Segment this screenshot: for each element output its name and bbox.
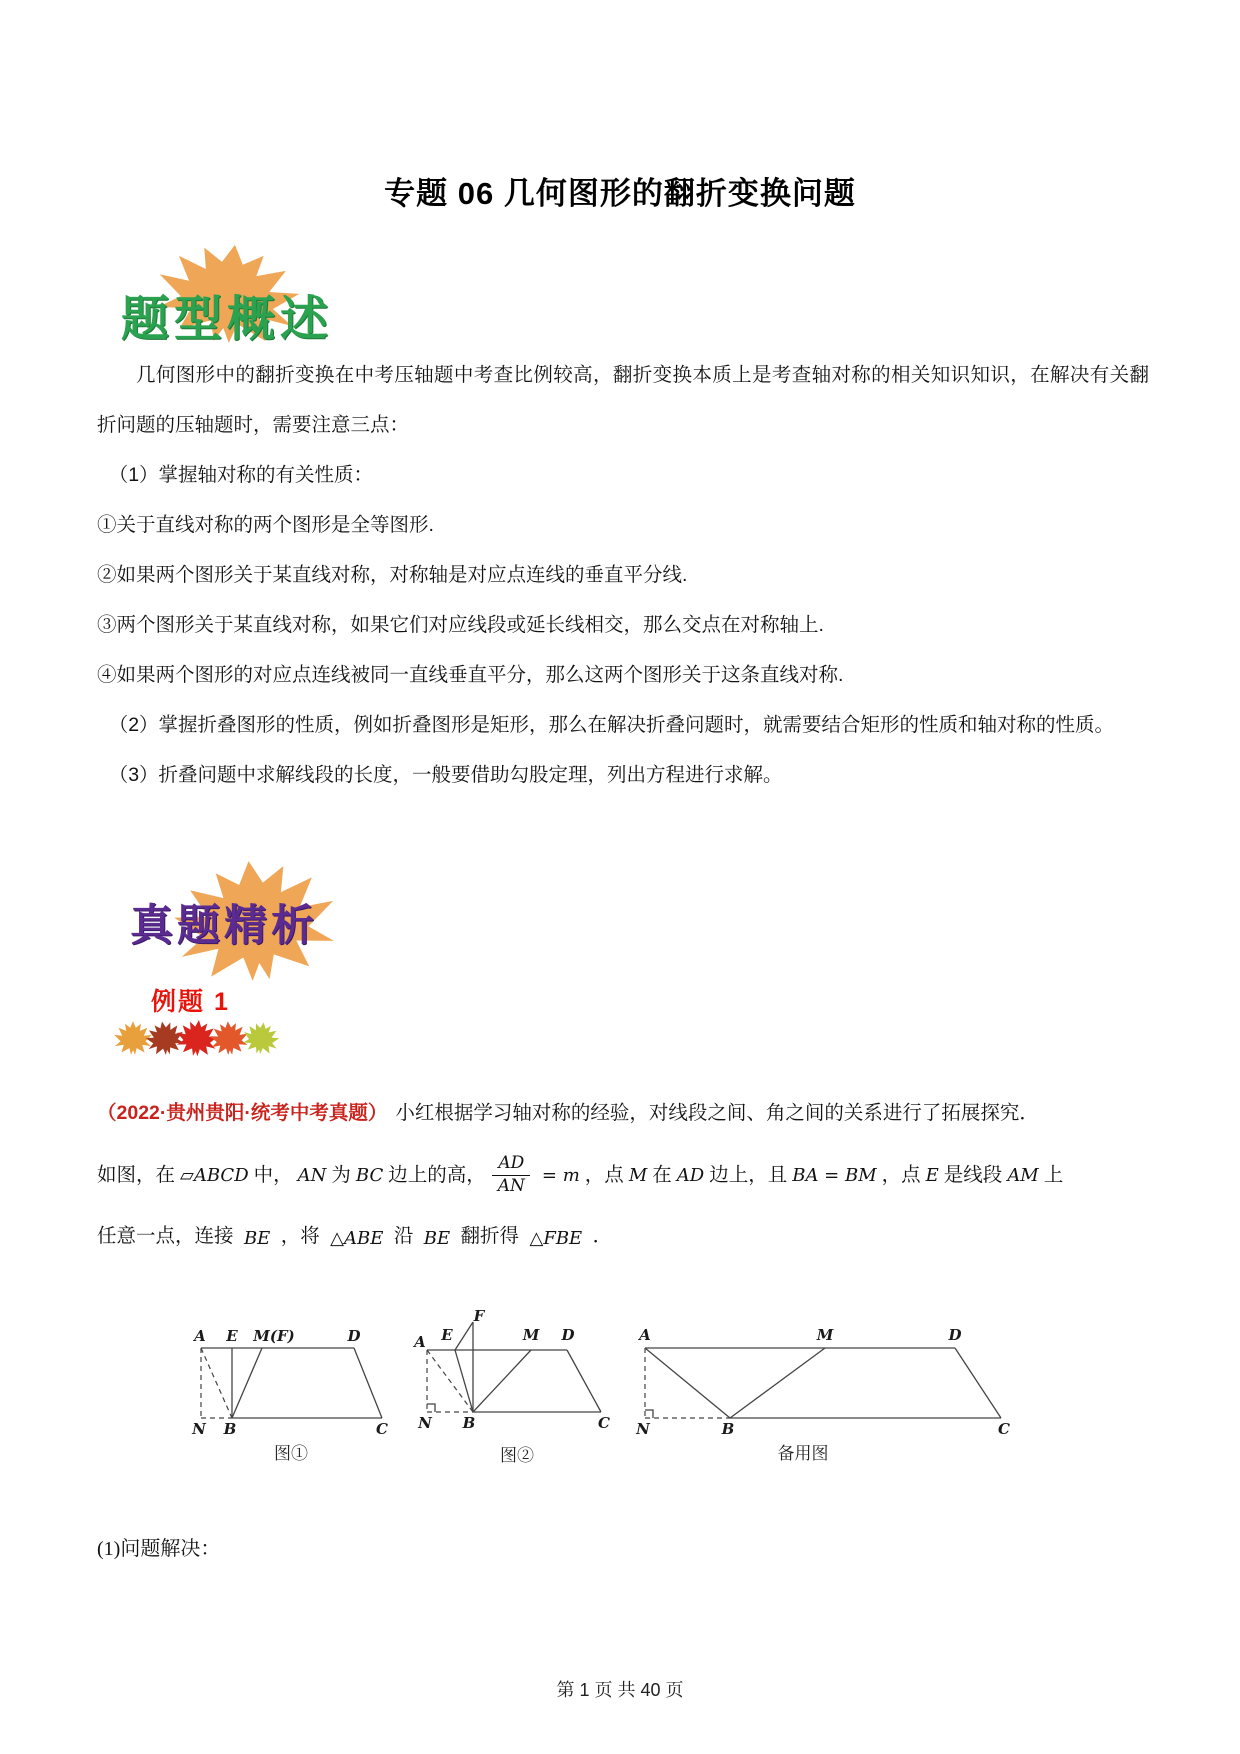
- point-label-E: E: [226, 1327, 238, 1345]
- page-title: 专题 06 几何图形的翻折变换问题: [384, 176, 856, 211]
- overview-paragraph-3: ①关于直线对称的两个图形是全等图形.: [97, 514, 434, 536]
- fraction-denominator: AN: [497, 1176, 525, 1196]
- figure-1-caption: 图①: [274, 1444, 308, 1463]
- point-label-C: C: [376, 1420, 388, 1438]
- point-label-M: M: [816, 1326, 834, 1344]
- math-AM: AM: [1007, 1164, 1039, 1186]
- right-angle-mark: [427, 1404, 435, 1412]
- figure-3-caption: 备用图: [777, 1444, 829, 1463]
- problem-statement: [97, 1086, 1149, 1253]
- maple-leaf-divider: [113, 1020, 273, 1057]
- problem-fold-line: [97, 1220, 1149, 1253]
- math-BC: BC: [355, 1164, 384, 1186]
- figure-1: [186, 1326, 396, 1464]
- problem-part-1-heading: (1)问题解决：: [97, 1538, 221, 1560]
- point-label-B: B: [223, 1420, 237, 1438]
- math-M: M: [628, 1164, 648, 1186]
- point-label-N: N: [192, 1420, 206, 1438]
- math-parallelogram-ABCD: ▱ABCD: [180, 1164, 249, 1186]
- overview-paragraph-6: ④如果两个图形的对应点连线被同一直线垂直平分，那么这两个图形关于这条直线对称.: [97, 664, 844, 686]
- maple-leaf-icon: [239, 1018, 283, 1059]
- problem-condition-line: [97, 1142, 1149, 1204]
- figure-2: [413, 1310, 621, 1466]
- condition-text: ，点: [584, 1164, 624, 1186]
- figure-3-drawing: [633, 1326, 1018, 1438]
- fraction-numerator: AD: [492, 1153, 530, 1176]
- condition-text: 是线段: [943, 1164, 1003, 1186]
- page-number-footer: 第 1 页 共 40 页: [556, 1680, 684, 1700]
- math-triangle-FBE: △FBE: [529, 1228, 583, 1249]
- overview-paragraph-4: ②如果两个图形关于某直线对称，对称轴是对应点连线的垂直平分线.: [97, 564, 688, 586]
- point-label-C: C: [598, 1414, 610, 1432]
- math-BA-equals-BM: BA = BM: [792, 1164, 877, 1186]
- figure-3-spare: [633, 1326, 1018, 1464]
- math-AN: AN: [297, 1164, 327, 1186]
- point-label-M: M: [522, 1326, 540, 1344]
- analysis-section-badge: [108, 858, 428, 993]
- math-BE: BE: [243, 1228, 271, 1249]
- point-label-F: F: [473, 1310, 485, 1325]
- overview-badge-text: 题型概述: [121, 293, 334, 346]
- condition-text: 任意一点，连接: [97, 1225, 234, 1247]
- figure-1-drawing: [186, 1326, 396, 1438]
- condition-text: ．: [592, 1225, 613, 1247]
- math-triangle-ABE: △ABE: [330, 1228, 384, 1249]
- overview-text-block: [97, 350, 1149, 800]
- condition-text: ，将: [280, 1225, 320, 1247]
- example-1-header: [113, 982, 273, 1057]
- point-label-A: A: [639, 1326, 651, 1344]
- condition-text: 中，: [253, 1164, 293, 1186]
- condition-text: 边上，且: [709, 1164, 788, 1186]
- problem-source-tag: （2022·贵州贵阳·统考中考真题）: [97, 1102, 388, 1124]
- math-AD: AD: [676, 1164, 705, 1186]
- math-E: E: [925, 1164, 939, 1186]
- point-label-A: A: [194, 1327, 206, 1345]
- point-label-B: B: [462, 1414, 476, 1432]
- point-label-A: A: [414, 1333, 426, 1351]
- point-label-N: N: [636, 1420, 650, 1438]
- overview-paragraph-7: （2）掌握折叠图形的性质，例如折叠图形是矩形，那么在解决折叠问题时，就需要结合矩形的性质和轴对称的性质。: [108, 714, 1115, 736]
- point-label-C: C: [998, 1420, 1010, 1438]
- condition-text: 边上的高，: [388, 1164, 486, 1186]
- condition-text: 在: [652, 1164, 672, 1186]
- condition-text: 为: [331, 1164, 351, 1186]
- analysis-badge-text: 真题精析: [130, 902, 318, 950]
- overview-paragraph-2: （1）掌握轴对称的有关性质：: [108, 464, 374, 486]
- point-label-N: N: [418, 1414, 432, 1432]
- problem-intro-text: 小红根据学习轴对称的经验，对线段之间、角之间的关系进行了拓展探究．: [395, 1102, 1039, 1124]
- point-label-D: D: [561, 1326, 575, 1344]
- figure-2-drawing: [413, 1310, 621, 1440]
- condition-text: 沿: [393, 1225, 414, 1247]
- figure-2-caption: 图②: [500, 1446, 534, 1465]
- problem-intro-line: [97, 1086, 1149, 1140]
- example-1-label: 例题 1: [151, 988, 230, 1016]
- condition-text: 如图，在: [97, 1164, 176, 1186]
- point-label-E: E: [441, 1326, 453, 1344]
- point-label-D: D: [347, 1327, 361, 1345]
- condition-text: ，点: [881, 1164, 921, 1186]
- condition-text: 翻折得: [460, 1225, 520, 1247]
- overview-paragraph-5: ③两个图形关于某直线对称，如果它们对应线段或延长线相交，那么交点在对称轴上.: [97, 614, 824, 636]
- right-angle-mark: [645, 1410, 653, 1418]
- point-label-D: D: [948, 1326, 962, 1344]
- point-label-B: B: [721, 1420, 735, 1438]
- condition-text: 上: [1043, 1164, 1064, 1186]
- fraction-AD-over-AN: [492, 1153, 531, 1198]
- point-label-M-F: M(F): [253, 1327, 295, 1345]
- overview-section-badge: [95, 240, 415, 355]
- math-equals-m: = m: [541, 1164, 580, 1186]
- overview-paragraph-8: （3）折叠问题中求解线段的长度，一般要借助勾股定理，列出方程进行求解。: [108, 764, 783, 786]
- overview-paragraph-1: 几何图形中的翻折变换在中考压轴题中考查比例较高，翻折变换本质上是考查轴对称的相关知识知识，在解决有关翻折问题的压轴题时，需要注意三点：: [97, 364, 1149, 436]
- math-BE: BE: [423, 1228, 451, 1249]
